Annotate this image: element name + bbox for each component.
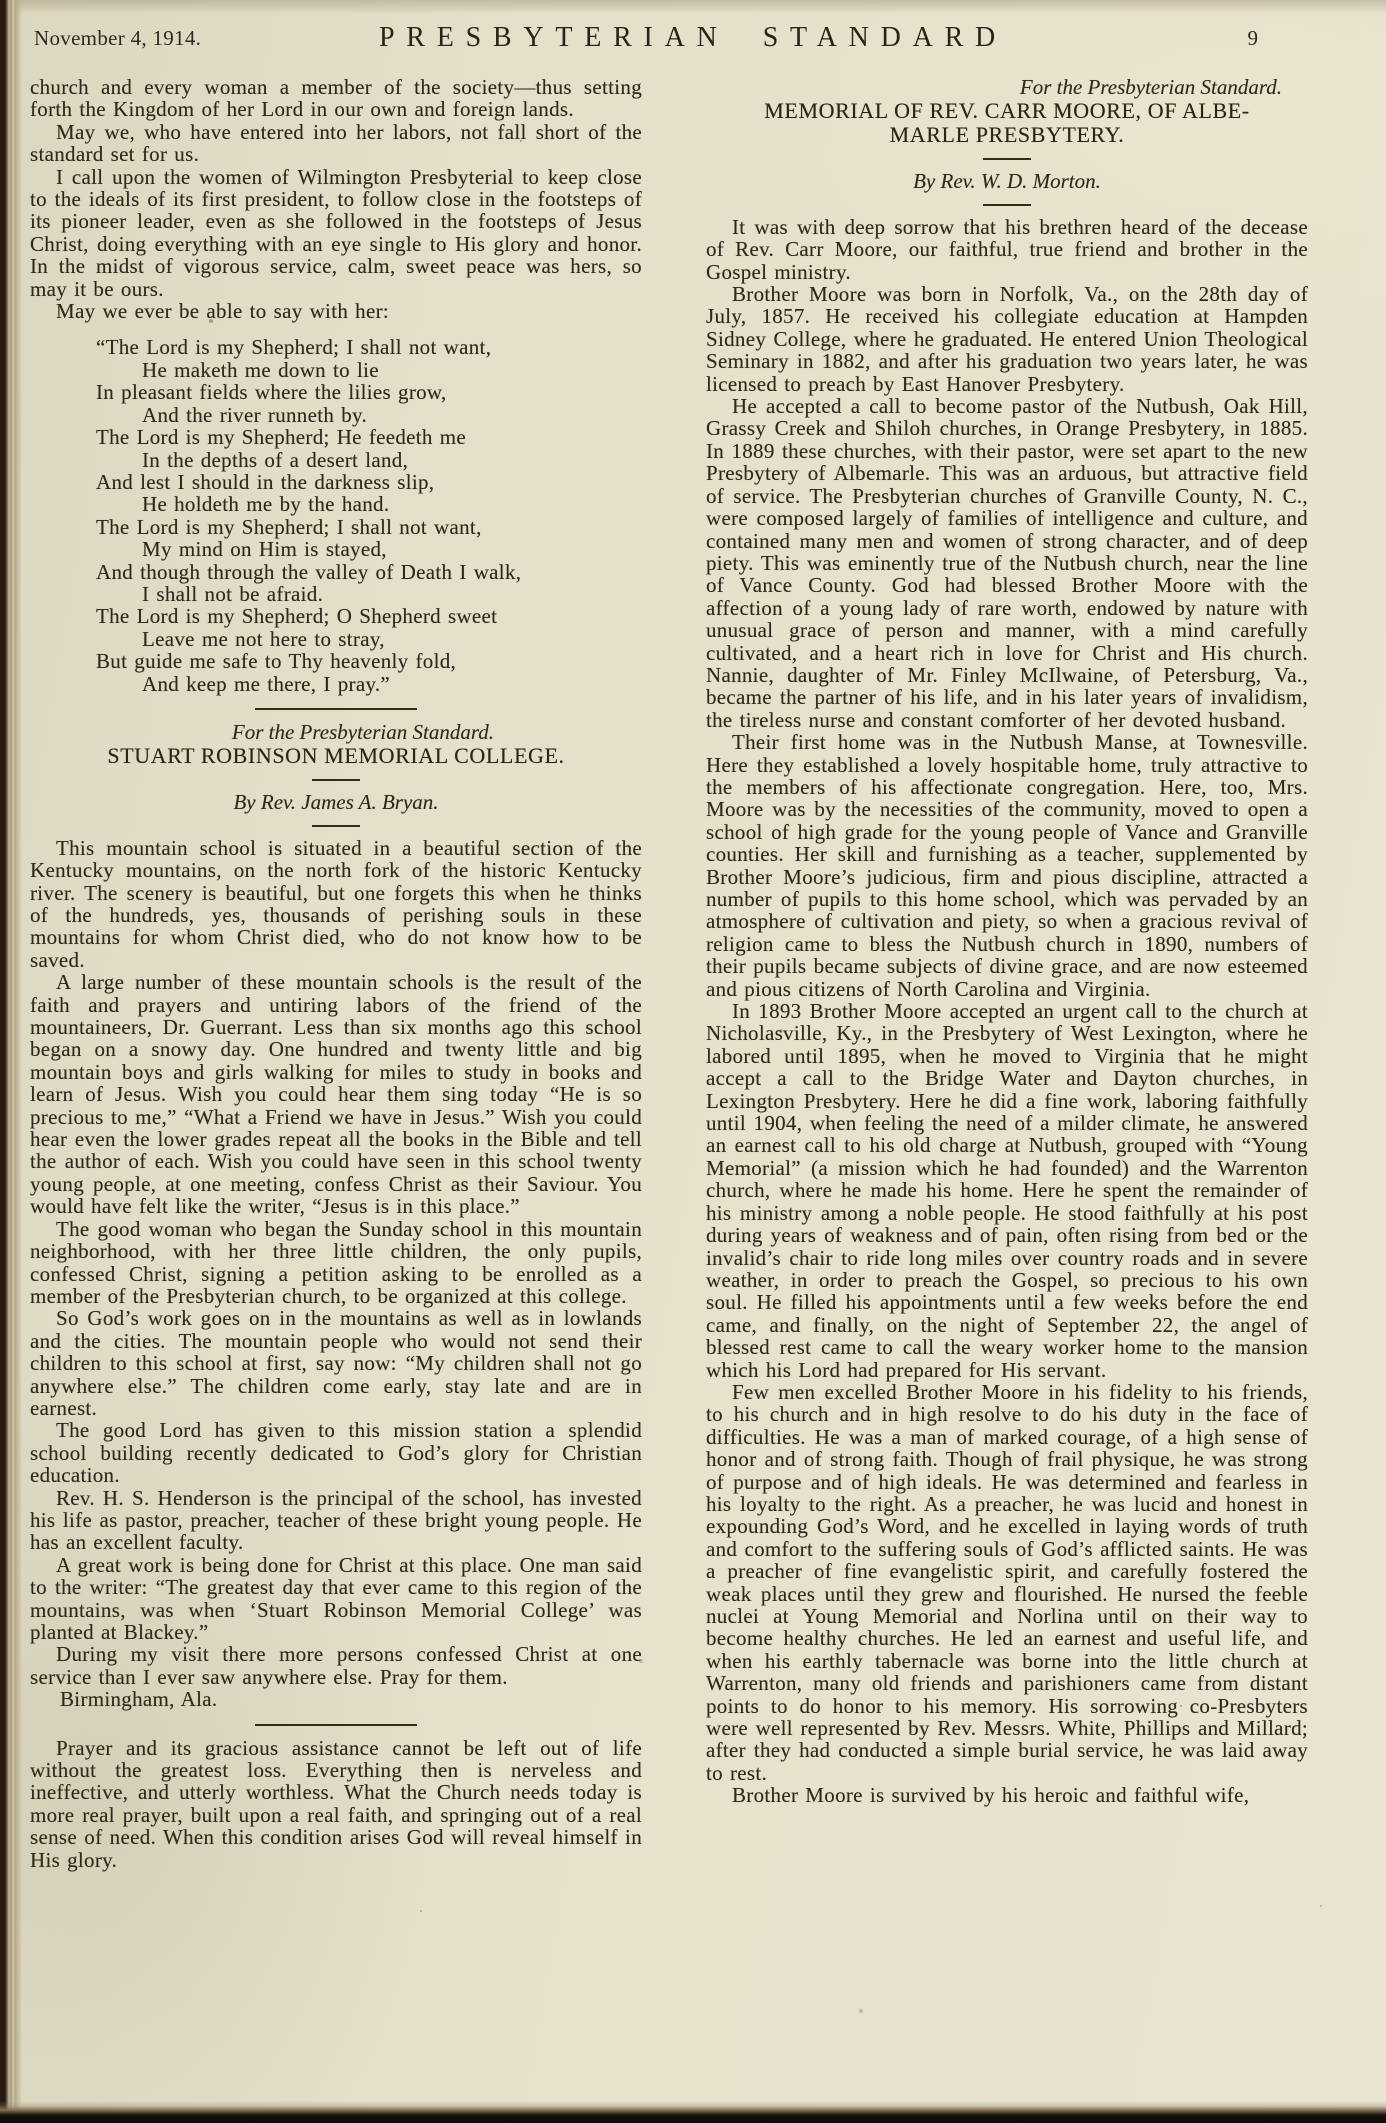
paragraph: church and every woman a member of the society—thus setting forth the Kingdom of her Lord in our own and foreign lands. [30, 75, 642, 122]
page-top-edge [0, 0, 1386, 14]
poem-line: In pleasant fields where the lilies grow, [96, 380, 447, 405]
section-divider-rule [255, 1724, 417, 1726]
byline-divider-rule [312, 825, 360, 827]
poem-line: But guide me safe to Thy heavenly fold, [96, 649, 457, 674]
shepherd-poem [96, 336, 642, 695]
paragraph: The good Lord has given to this mission station a splendid school building recently dedicated to God’s glory for Christian education. [30, 1418, 642, 1488]
headline-divider-rule [312, 779, 360, 781]
paragraph: Rev. H. S. Henderson is the principal of the school, has invested his life as pastor, preacher, teacher of these bright young people. He has an excellent faculty. [30, 1485, 642, 1555]
paragraph: I call upon the women of Wilmington Presbyterial to keep close to the ideals of its first president, to follow close in the footsteps of its pioneer leader, even as she followed in the footsteps of Jesus Christ, doing everything with an eye single to His glory and honor. In the midst of vigorous service, calm, sweet peace was hers, so may it be ours. [30, 164, 642, 301]
paragraph: The good woman who began the Sunday school in this mountain neighborhood, with her three little children, the only pupils, confessed Christ, signing a petition asking to be enrolled as a member of the Presbyterian church, to be organized at this college. [30, 1216, 642, 1308]
poem-line: In the depths of a desert land, [142, 447, 409, 472]
continued-article-body [30, 76, 642, 322]
page-header [0, 22, 1386, 62]
college-article-byline: By Rev. James A. Bryan. [233, 790, 439, 815]
paragraph: He accepted a call to become pastor of the Nutbush, Oak Hill, Grassy Creek and Shiloh churches, in Orange Presbytery, in 1885. In 1889 these churches, with their pastor, were set apart to the new Presbytery of Albemarle. This was an arduous, but attractive field of service. The Presbyterian churches of Granville County, N. C., were composed largely of families of intelligence and culture, and contained many men and women of strong character, and of deep piety. This was eminently true of the Nutbush church, near the line of Vance County. God had blessed Brother Moore with the affection of a young lady of rare worth, endowed by nature with unusual grace of person and manner, with a mind carefully cultivated, and a heart rich in love for Christ and His church. Nannie, daughter of Mr. Finley McIlwaine, of Petersburg, Va., became the partner of his life, and in his later years of invalidism, the tireless nurse and constant comforter of her devoted husband. [706, 394, 1308, 732]
poem-line: And lest I should in the darkness slip, [96, 469, 435, 494]
poem-line: He holdeth me by the hand. [142, 492, 390, 517]
right-column [706, 76, 1308, 1871]
poem-line: I shall not be afraid. [142, 581, 324, 606]
paragraph: It was with deep sorrow that his brethren heard of the decease of Rev. Carr Moore, our faithful, true friend and brother in the Gospel ministry. [706, 214, 1308, 284]
poem-line: The Lord is my Shepherd; He feedeth me [96, 425, 467, 450]
masthead-title: PRESBYTERIAN STANDARD [378, 22, 1008, 53]
title-line: MARLE PRESBYTERY. [889, 122, 1125, 148]
memorial-article-credit: For the Presbyterian Standard. [1019, 75, 1282, 99]
poem-line: And keep me there, I pray.” [142, 671, 391, 696]
paragraph: A large number of these mountain schools is the result of the faith and prayers and untiring labors of the friend of the mountaineers, Dr. Guerrant. Less than six months ago this school began on a snowy day. One hundred and twenty little and big mountain boys and girls walking for miles to study in books and learn of Jesus. Wish you could hear them sing today “He is so precious to me,” “What a Friend we have in Jesus.” Wish you could hear even the lower grades repeat all the books in the Bible and tell the author of each. Wish you could have seen in this school twenty young people, at one meeting, confess Christ as their Saviour. You would have felt like the writer, “Jesus is in this place.” [30, 970, 642, 1219]
college-article-body [30, 837, 642, 1688]
poem-line: He maketh me down to lie [142, 357, 379, 382]
paragraph: During my visit there more persons confessed Christ at one service than I ever saw anywhere else. Pray for them. [30, 1642, 642, 1689]
headline-divider-rule [983, 158, 1031, 160]
issue-date: November 4, 1914. [34, 26, 202, 50]
paper-speckles [0, 0, 2, 2]
article-signature: Birmingham, Ala. [60, 1687, 218, 1712]
college-article-title: STUART ROBINSON MEMORIAL COLLEGE. [107, 743, 565, 769]
title-line: MEMORIAL OF REV. CARR MOORE, OF ALBE- [764, 98, 1250, 124]
poem-line: And though through the valley of Death I walk, [96, 559, 522, 584]
paragraph: Brother Moore was born in Norfolk, Va., on the 28th day of July, 1857. He received his collegiate education at Hampden Sidney College, where he graduated. He entered Union Theological Seminary in 1882, and after his graduation two years later, he was licensed to preach by East Hanover Presbytery. [706, 282, 1308, 396]
paragraph: Brother Moore is survived by his heroic and faithful wife, [732, 1783, 1250, 1808]
memorial-article-body [706, 216, 1308, 1807]
paragraph: So God’s work goes on in the mountains as well as in lowlands and the cities. The mountain people who would not send their children to this school at first, say now: “My children shall not go anywhere else.” The children come early, stay late and are in earnest. [30, 1306, 642, 1420]
left-column [30, 76, 642, 1871]
paragraph: In 1893 Brother Moore accepted an urgent call to the church at Nicholasville, Ky., in the Presbytery of West Lexington, where he labored until 1895, when he moved to Virginia that he might accept a call to the Bridge Water and Dayton churches, in Lexington Presbytery. Here he did a fine work, laboring faithfully until 1904, when feeling the need of a milder climate, he answered an earnest call to his old charge at Nutbush, grouped with “Young Memorial” (a mission which he had founded) and the Warrenton church, where he made his home. Here he spent the remainder of his ministry among a noble people. He stood faithfully at his post during years of weakness and of pain, often rising from bed or the invalid’s chair to ride long miles over country roads and in severe weather, in order to preach the Gospel, so precious to his own soul. He filled his appointments until a few weeks before the end came, and finally, on the night of September 22, the angel of blessed rest came to call the weary worker home to the mansion which his Lord had prepared for His servant. [706, 999, 1308, 1382]
paragraph: Their first home was in the Nutbush Manse, at Townesville. Here they established a lovely hospitable home, truly attractive to the members of his affectionate congregation. Here, too, Mrs. Moore was by the necessities of the community, moved to open a school of high grade for the young people of Vance and Granville counties. Her skill and furnishing as a teacher, supplemented by Brother Moore’s judicious, firm and pious discipline, attracted a number of pupils to this home school, which was pervaded by an atmosphere of cultivation and piety, so when a gracious revival of religion came to bless the Nutbush church in 1890, numbers of their pupils became subjects of divine grace, and are now esteemed and pious citizens of North Carolina and Virginia. [706, 730, 1308, 1001]
poem-line: “The Lord is my Shepherd; I shall not want, [96, 335, 492, 360]
section-divider-rule [255, 708, 417, 710]
prayer-note-paragraph: Prayer and its gracious assistance cannot be left out of life without the greatest loss. Everything then is nerveless and ineffective, and utterly worthless. What the Church needs today is more real prayer, built upon a real faith, and springing out of a real sense of need. When this condition arises God will reveal himself in His glory. [30, 1735, 642, 1872]
paragraph: May we ever be able to say with her: [56, 299, 390, 324]
text-columns [30, 76, 1308, 1871]
poem-line: My mind on Him is stayed, [142, 537, 387, 562]
poem-line: And the river runneth by. [142, 402, 367, 427]
poem-line: The Lord is my Shepherd; O Shepherd sweet [96, 604, 498, 629]
memorial-article-byline: By Rev. W. D. Morton. [913, 169, 1101, 194]
paragraph: May we, who have entered into her labors, not fall short of the standard set for us. [30, 119, 642, 167]
byline-divider-rule [983, 204, 1031, 206]
paragraph: This mountain school is situated in a beautiful section of the Kentucky mountains, on the north fork of the historic Kentucky river. The scenery is beautiful, but one forgets this when he thinks of the hundreds, yes, thousands of perishing souls in these mountains for whom Christ died, who do not know how to be saved. [30, 835, 642, 972]
poem-line: The Lord is my Shepherd; I shall not want, [96, 514, 482, 539]
poem-line: Leave me not here to stray, [142, 626, 385, 651]
memorial-article-title [706, 99, 1308, 147]
page-number: 9 [1247, 26, 1258, 50]
college-article-credit: For the Presbyterian Standard. [231, 719, 494, 744]
page-bottom-edge [0, 2101, 1386, 2123]
paragraph: Few men excelled Brother Moore in his fidelity to his friends, to his church and in high resolve to do his duty in the face of difficulties. He was a man of marked courage, of a high sense of honor and of strong faith. Though of frail physique, he was strong of purpose and of high ideals. He was determined and fearless in his loyalty to the right. As a preacher, he was lucid and honest in expounding God’s Word, and he excelled in laying words of truth and comfort to the suffering souls of God’s afflicted saints. He was a preacher of fine evangelistic spirit, and carefully fostered the weak places until they grew and flourished. He nursed the feeble nuclei at Young Memorial and Norlina until on their way to become healthy churches. He led an earnest and useful life, and when his earthly tabernacle was borne into the little church at Warrenton, many old friends and parishioners came from distant points to do honor to his memory. His sorrowing co-Presbyters were well represented by Rev. Messrs. White, Phillips and Millard; after they had conducted a simple burial service, he was laid away to rest. [706, 1379, 1308, 1785]
book-binding-edge [0, 0, 22, 2123]
paragraph: A great work is being done for Christ at this place. One man said to the writer: “The greatest day that ever came to this region of the mountains, was when ‘Stuart Robinson Memorial College’ was planted at Blackey.” [30, 1552, 642, 1644]
